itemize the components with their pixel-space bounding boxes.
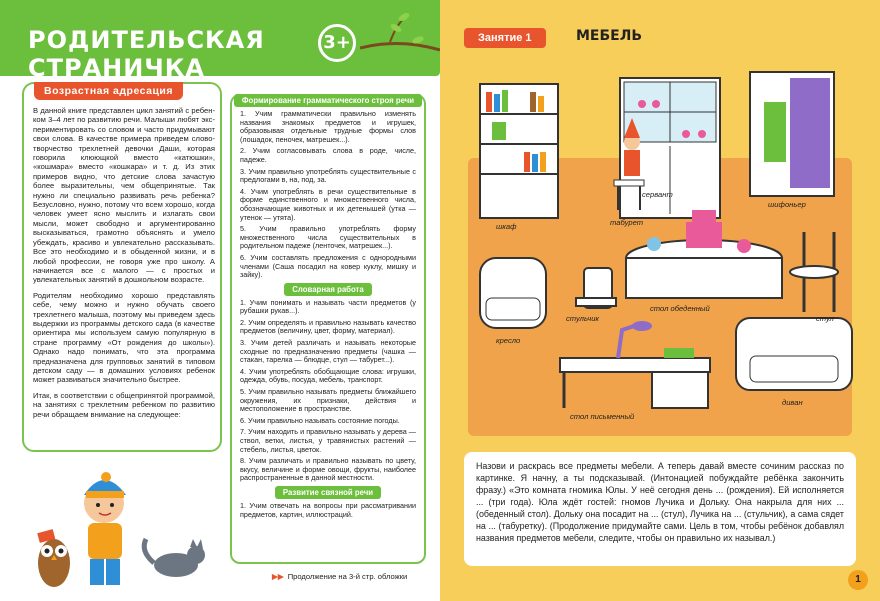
branch-illustration: [360, 8, 440, 58]
continue-note: [272, 572, 407, 581]
list-item: 3. Учим детей различать и называть некоторые сходные по предназначению предметы (чашка — стакан, тарелка — блюдце, стул — табурет...).: [240, 338, 416, 365]
lesson-title: МЕБЕЛЬ: [576, 28, 643, 44]
speech-heading: Развитие связной речи: [275, 486, 381, 499]
label-stol-obed: стол обеденный: [650, 304, 710, 313]
label-shkaf: шкаф: [496, 222, 517, 231]
label-kreslo: кресло: [496, 336, 521, 345]
list-item: 6. Учим составлять предложения с однородными членами (Саша посадил на ковер куклу, мишку и зайку).: [240, 252, 416, 280]
list-item: 4. Учим употреблять в речи существительные в форме единственного и множественного числа, обозначающие животных и их детенышей (утка — утенок — утята).: [240, 186, 416, 222]
list-item: 4. Учим употреблять обобщающие слова: игрушки, одежда, обувь, посуда, мебель, транспорт.: [240, 366, 416, 385]
age-paragraph: Итак, в соответствии с общепринятой программой, на занятиях с трехлетним ребенком по развитию речи обращаем внимание на следующее:: [33, 390, 215, 419]
list-item: 5. Учим правильно называть предметы ближайшего окружения, их признаки, действия и местоположение в пространстве.: [240, 387, 416, 414]
label-servant: сервант: [642, 190, 673, 199]
label-shifonier: шифоньер: [768, 200, 806, 209]
label-stulchik: стульчик: [566, 314, 600, 323]
label-stul: стул: [816, 314, 834, 323]
age-badge: 3+: [318, 24, 356, 62]
list-item: 3. Учим правильно употреблять существительные с предлогами в, на, под, за.: [240, 166, 416, 185]
vocab-heading: Словарная работа: [284, 283, 371, 296]
page-header: [0, 0, 440, 82]
kids-illustration: [36, 455, 226, 595]
age-section-text: [33, 106, 215, 425]
furniture-drawing: [464, 62, 862, 442]
age-section-label: Возрастная адресация: [34, 82, 183, 100]
list-item: 1. Учим грамматически правильно изменять названия знакомых предметов и игрушек, образовывая отдельные трудные формы слов (лошадок, пеночек, матрешек...).: [240, 109, 416, 144]
age-paragraph: В данной книге представлен цикл занятий с ребен-ком 3–4 лет по развитию речи. Малыши любят экс-периментировать со словом и часто придумывают свои слова. В качестве примера приведем слово-творчество трехлетней девочки Даши, которая говорила клюющкой вместо «катюшки», «кошмара» вместо «кошкара» и т. д. Из этих примеров видно, что детские слова зачастую более выразительны, чем общепринятые. Так нужно ли специально развивать речь ребенка? Безусловно, нужно, потому что всем хорошо, когда человек умеет ясно мыслить и излагать свои мысли, может свободно и аргументированно высказываться, грамотно объяснять и умело убеждать, красиво и увлекательно рассказывать. Все это необходимо и в обыденной жизни, и в любой профессии, не говоря уже про школу. А начинается все с малого — с простых и увлекательных занятий в дошкольном возрасте.: [33, 106, 215, 285]
label-taburet: табурет: [610, 218, 644, 227]
list-item: 6. Учим правильно называть состояние погоды.: [240, 415, 400, 425]
list-item: 8. Учим различать и правильно называть по цвету, вкусу, величине и форме овощи, фрукты, наиболее распространенные в данной местности.: [240, 456, 416, 483]
age-section: [22, 82, 222, 452]
arrow-right-icon: ▶▶: [272, 572, 284, 581]
program-section: [230, 94, 426, 564]
label-divan: диван: [782, 398, 803, 407]
room-illustration: [464, 62, 862, 442]
list-item: 2. Учим определять и правильно называть качество предметов (величину, цвет, форму, материал).: [240, 317, 416, 336]
page-number: 1: [848, 570, 868, 590]
list-item: 7. Учим находить и правильно называть у дерева — ствол, ветки, листья, у травянистых растений — стебель, листья, цветок.: [240, 427, 416, 454]
lesson-label: Занятие 1: [464, 28, 546, 48]
list-item: 5. Учим правильно употреблять форму множественного числа существительных в родительном падеже (ленточек, матрешек...).: [240, 224, 416, 251]
list-item: 1. Учим отвечать на вопросы при рассматривании предметов, картин, иллюстраций.: [240, 500, 416, 519]
list-item: 1. Учим понимать и называть части предметов (у рубашки рукав...).: [240, 297, 416, 316]
list-item: 2. Учим согласовывать слова в роде, числе, падеже.: [240, 146, 416, 164]
grammar-heading: Формирование грамматического строя речи: [234, 94, 422, 107]
label-stol-pis: стол письменный: [570, 412, 635, 421]
page-title: РОДИТЕЛЬСКАЯ СТРАНИЧКА: [28, 26, 265, 82]
age-paragraph: Родителям необходимо хорошо представлять себе, чему можно и нужно обучать своего трехлетнего малыша, поэтому мы приведем здесь выдержки из программы детского сада (в качестве ориентира мы используем самую популярную в стране программу «От рождения до школы»). Однако надо понимать, что эта программа предназначена для групповых занятий в типовом детском саду — в домашних условиях ребенок может развиваться значительно быстрее.: [33, 290, 215, 385]
continue-text: Продолжение на 3-й стр. обложки: [287, 572, 408, 581]
task-text: Назови и раскрась все предметы мебели. А теперь давай вместе сочиним рассказ по картинке. Я начну, а ты подсказывай. (Интонацией побуждайте ребёнка закончить фразу.) «Это комната гномика Юлы. У неё сегодня день ... (рождения). Ей исполняется ... (три года). Юла ждёт гостей: гномов Лучика и Дольку. Она накрыла для них ... (обеденный стол). Дольку она посадит на ... (стул), Лучика на ... (стульчик), а сама сядет на ... (табуретку). (Продолжение придумайте сами. Цель в том, чтобы ребёнок добавлял названия предметов мебели, следите, чтобы он правильно их называл.): [464, 452, 856, 566]
